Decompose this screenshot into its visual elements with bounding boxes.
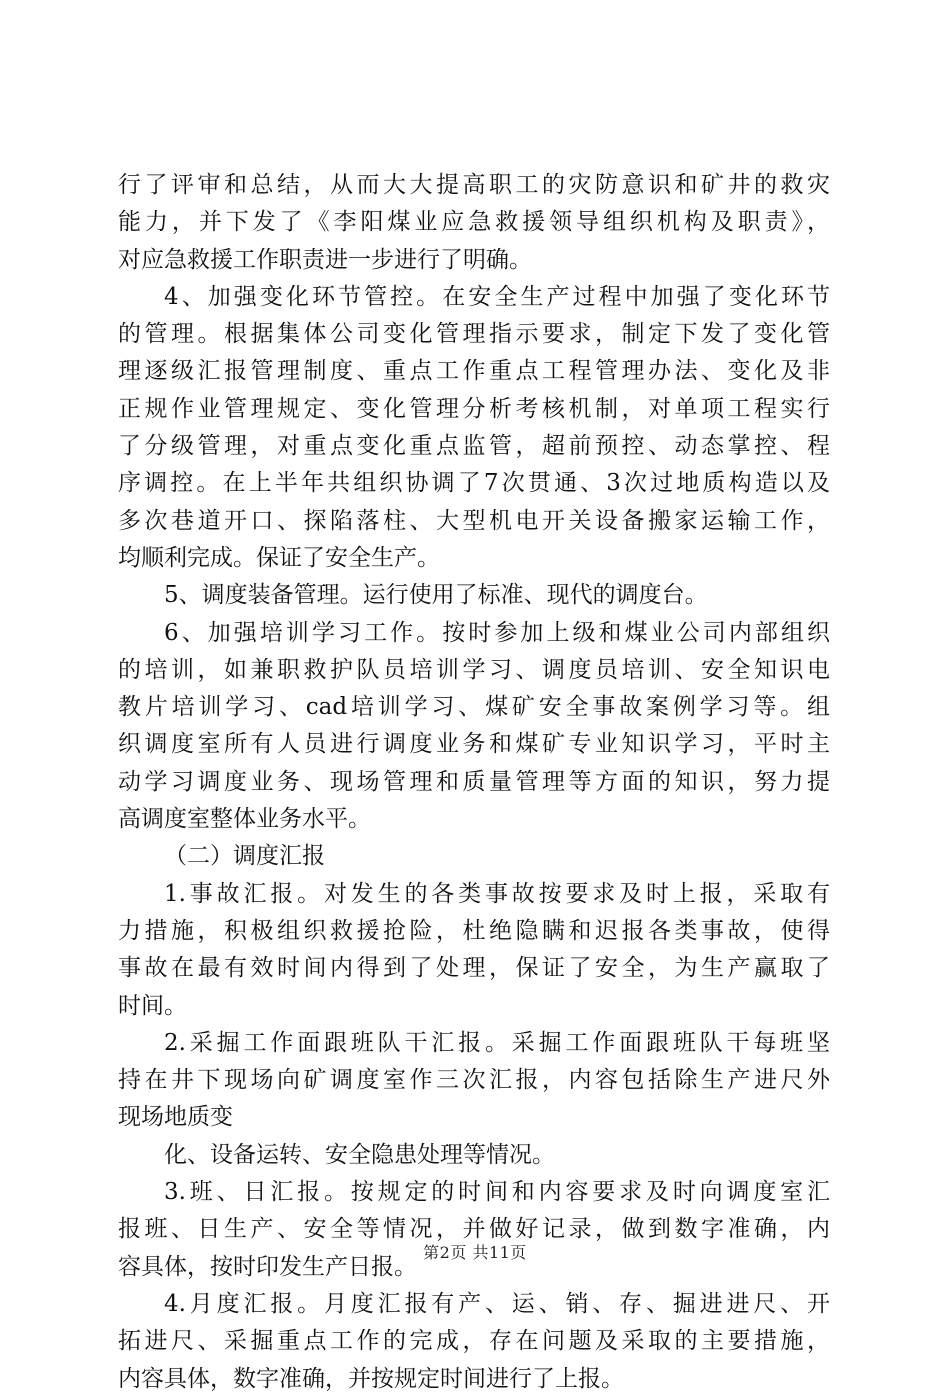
- text-line: 的管理。根据集体公司变化管理指示要求，制定下发了变化管: [118, 321, 830, 348]
- text-line: 3.班、日汇报。按规定的时间和内容要求及时向调度室汇: [164, 1179, 830, 1206]
- text-line: 2.采掘工作面跟班队干汇报。采掘工作面跟班队干每班坚: [164, 1029, 830, 1056]
- text-line: 5、调度装备管理。运行使用了标准、现代的调度台。: [164, 582, 708, 609]
- text-line: 能力，并下发了《李阳煤业应急救援领导组织机构及职责》，: [118, 209, 830, 236]
- text-line: 拓进尺、采掘重点工作的完成，存在问题及采取的主要措施，: [118, 1328, 830, 1355]
- text-line: 时间。: [118, 992, 187, 1019]
- text-line: 行了评审和总结，从而大大提高职工的灾防意识和矿井的救灾: [118, 172, 830, 198]
- text-line: 4.月度汇报。月度汇报有产、运、销、存、掘进进尺、开: [164, 1290, 830, 1317]
- text-line: 6、加强培训学习工作。按时参加上级和煤业公司内部组织: [164, 619, 830, 646]
- text-line: 高调度室整体业务水平。: [118, 806, 371, 833]
- text-line: 4、加强变化环节管控。在安全生产过程中加强了变化环节: [164, 283, 830, 310]
- text-line: 动学习调度业务、现场管理和质量管理等方面的知识，努力提: [118, 768, 830, 795]
- text-line: 事故在最有效时间内得到了处理，保证了安全，为生产赢取了: [118, 955, 830, 982]
- text-line: 1.事故汇报。对发生的各类事故按要求及时上报，采取有: [164, 880, 830, 907]
- text-line: 多次巷道开口、探陷落柱、大型机电开关设备搬家运输工作，: [118, 507, 830, 534]
- text-line: 力措施，积极组织救援抢险，杜绝隐瞒和迟报各类事故，使得: [118, 917, 830, 944]
- text-line: 正规作业管理规定、变化管理分析考核机制，对单项工程实行: [118, 395, 830, 422]
- text-line: 对应急救援工作职责进一步进行了明确。: [118, 246, 532, 273]
- text-line: 报班、日生产、安全等情况，并做好记录，做到数字准确，内: [118, 1216, 830, 1243]
- document-body: [118, 167, 830, 1398]
- text-line: 持在井下现场向矿调度室作三次汇报，内容包括除生产进尺外: [118, 1067, 830, 1094]
- text-line: 均顺利完成。保证了安全生产。: [118, 544, 440, 571]
- text-line: 序调控。在上半年共组织协调了7次贯通、3次过地质构造以及: [118, 470, 830, 497]
- text-line: 的培训，如兼职救护队员培训学习、调度员培训、安全知识电: [118, 656, 830, 683]
- text-line: 容具体，按时印发生产日报。: [118, 1253, 417, 1280]
- text-line: 了分级管理，对重点变化重点监管，超前预控、动态掌控、程: [118, 433, 830, 460]
- page-footer: 第2页 共11页: [423, 1243, 527, 1262]
- text-line: 内容具体，数字准确，并按规定时间进行了上报。: [118, 1365, 624, 1392]
- text-line: 化、设备运转、安全隐患处理等情况。: [164, 1141, 555, 1168]
- text-line: 现场地质变: [118, 1104, 233, 1131]
- text-line: 教片培训学习、cad培训学习、煤矿安全事故案例学习等。组: [118, 694, 830, 721]
- text-line: （二）调度汇报: [164, 843, 325, 870]
- text-line: 织调度室所有人员进行调度业务和煤矿专业知识学习，平时主: [118, 731, 830, 758]
- text-line: 理逐级汇报管理制度、重点工作重点工程管理办法、变化及非: [118, 358, 830, 385]
